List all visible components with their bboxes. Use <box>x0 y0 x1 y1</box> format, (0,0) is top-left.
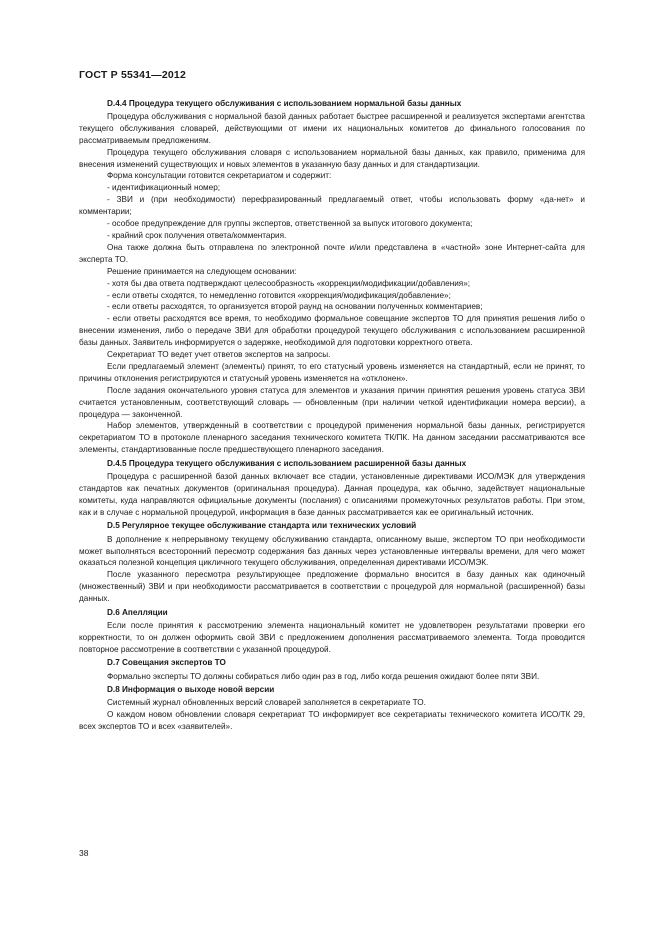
body-paragraph: - если ответы расходятся все время, то необходимо формальное совещание экспертов ТО для принятия решения либо о внесении изменения, либо о передаче ЗВИ для обработки процедурой текущего обслуживания с использованием расширенной базы данных. Заявитель информируется о задержке, необходимой для подготовки корректного ответа. <box>79 314 585 348</box>
body-paragraph: - крайний срок получения ответа/комментария. <box>107 230 287 240</box>
section-heading: D.6 Апелляции <box>107 607 168 617</box>
body-paragraph: Форма консультации готовится секретариатом и содержит: <box>107 171 332 181</box>
body-paragraph: - если ответы сходятся, то немедленно готовится «коррекция/модификация/добавление»; <box>107 290 451 300</box>
body-paragraph: Если после принятия к рассмотрению элемента национальный комитет не удовлетворен результатами проверки его корректности, то он должен оформить свой ЗВИ с предложением дополнения рассматриваемого элемента. Тогда проводится повторное рассмотрение в соответствии с указанной процедурой. <box>79 620 585 654</box>
document-header-title: ГОСТ Р 55341—2012 <box>79 69 187 81</box>
section-heading: D.4.4 Процедура текущего обслуживания с использованием нормальной базы данных <box>107 98 462 108</box>
body-paragraph: Если предлагаемый элемент (элементы) принят, то его статусный уровень изменяется на стандартный, если не принят, то причины отклонения регистрируются и статусный уровень изменяется на «отклонен». <box>79 361 585 383</box>
body-paragraph: Решение принимается на следующем основании: <box>107 266 297 276</box>
section-heading: D.4.5 Процедура текущего обслуживания с использованием расширенной базы данных <box>107 458 467 468</box>
body-paragraph: - хотя бы два ответа подтверждают целесообразность «коррекции/модификации/добавления»; <box>107 278 471 288</box>
body-paragraph: Процедура с расширенной базой данных включает все стадии, установленные директивами ИСО/МЭК для утверждения стандартов как печатных документов (оригинальная процедура). Данная процедура, как обычно, задействует национальные комитеты, куда направляются официальные документы (послания) с описаниями промежуточных результатов работы. При этом, как и в случае с нормальной процедурой, информация в базе данных рассматривается как ее оригинальный источник. <box>79 472 585 517</box>
page-number: 38 <box>79 848 89 858</box>
section-heading: D.5 Регулярное текущее обслуживание стандарта или технических условий <box>107 521 417 531</box>
body-paragraph: После указанного пересмотра результирующее предложение формально вносится в базу данных как одиночный (множественный) ЗВИ и при необходимости рассматривается в соответствии с процедурой для нормальной (расширенной) базы данных. <box>79 570 585 604</box>
body-paragraph: Процедура обслуживания с нормальной базой данных работает быстрее расширенной и реализуется экспертами агентства текущего обслуживания словарей, действующими от имени их национальных комитетов до финального голосования по рассматриваемым предложениям. <box>79 111 585 145</box>
body-paragraph: О каждом новом обновлении словаря секретариат ТО информирует все секретариаты технического комитета ИСО/ТК 29, всех экспертов ТО и всех «заявителей». <box>79 710 585 732</box>
body-paragraph: Системный журнал обновленных версий словарей заполняется в секретариате ТО. <box>107 698 426 708</box>
section-heading: D.8 Информация о выходе новой версии <box>107 685 275 694</box>
body-paragraph: - если ответы расходятся, то организуется второй раунд на основании полученных комментариев; <box>107 302 483 312</box>
body-paragraph: В дополнение к непрерывному текущему обслуживанию стандарта, описанному выше, экспертом ТО при необходимости может выполняться всесторонний пересмотр содержания баз данных через установленные интервалы времени, для чего может оказаться полезной концепция цикличного текущего обслуживания, определенная директивами ИСО/МЭК. <box>79 534 585 568</box>
body-paragraph: Набор элементов, утвержденный в соответствии с процедурой применения нормальной базы данных, регистрируется секретариатом ТО в протоколе пленарного заседания технического комитета ТК/ПК. На данном заседании рассматриваются все элементы, стандартизованные после предшествующего пленарного заседания. <box>79 421 585 455</box>
body-paragraph: Формально эксперты ТО должны собираться либо один раз в год, либо когда решения ожидают более пяти ЗВИ. <box>107 671 540 681</box>
section-heading: D.7 Совещания экспертов ТО <box>107 658 226 668</box>
body-paragraph: После задания окончательного уровня статуса для элементов и указания причин принятия решения уровень статуса ЗВИ считается установленным, соответствующий словарь — обновленным (при наличии четкой идентификации номера версии), а процедура — законченной. <box>79 385 585 419</box>
body-paragraph: Она также должна быть отправлена по электронной почте и/или представлена в «частной» зоне Интернет-сайта для эксперта ТО. <box>79 242 585 264</box>
body-paragraph: - идентификационный номер; <box>107 183 221 193</box>
body-paragraph: Процедура текущего обслуживания словаря с использованием нормальной базы данных, как правило, применима для внесения изменений существующих и новых элементов в указанную базу данных и для стандартизации. <box>79 147 585 169</box>
body-paragraph: - ЗВИ и (при необходимости) перефразированный предлагаемый ответ, чтобы использовать форму «да-нет» и комментарии; <box>79 195 585 217</box>
body-paragraph: Секретариат ТО ведет учет ответов экспертов на запросы. <box>107 350 331 360</box>
body-paragraph: - особое предупреждение для группы экспертов, ответственной за выпуск итогового документа; <box>107 219 473 229</box>
document-body <box>79 96 585 733</box>
